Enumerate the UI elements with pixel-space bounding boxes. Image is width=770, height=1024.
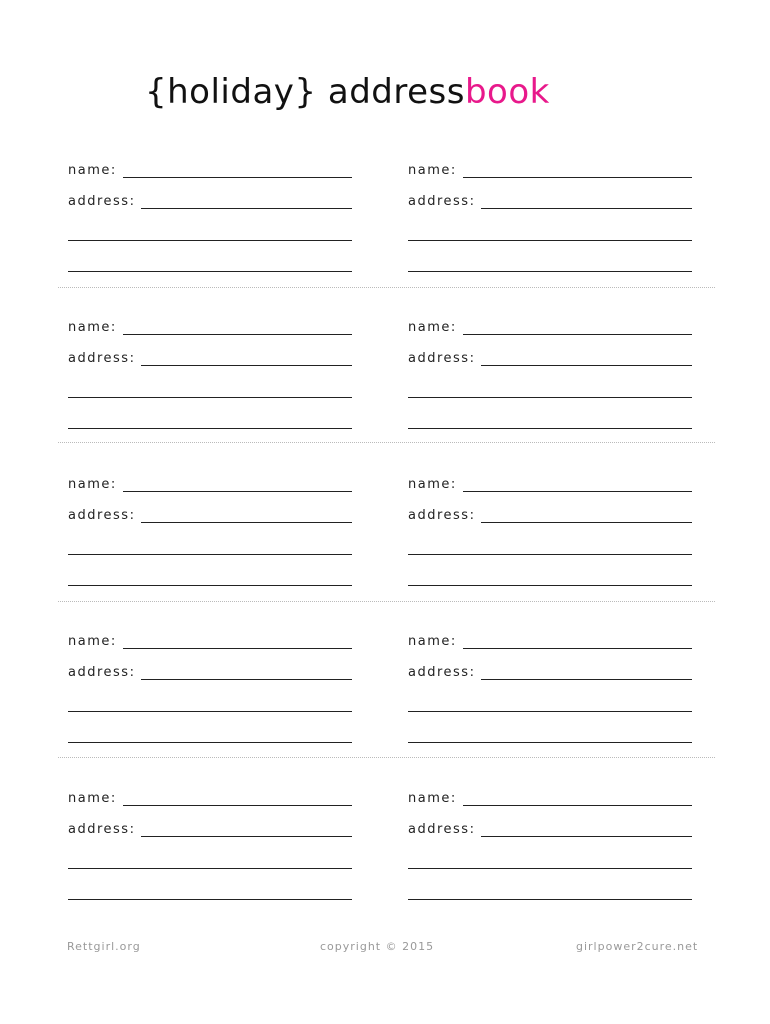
write-line[interactable] xyxy=(408,742,692,743)
name-label: name: xyxy=(408,163,457,178)
name-field[interactable] xyxy=(408,472,692,492)
title-prefix: {holiday} address xyxy=(145,72,465,112)
write-line[interactable] xyxy=(481,679,692,680)
section-divider xyxy=(58,442,715,443)
address-line-2[interactable] xyxy=(408,692,692,712)
address-line-2[interactable] xyxy=(68,378,352,398)
write-line[interactable] xyxy=(68,899,352,900)
write-line[interactable] xyxy=(408,397,692,398)
address-field[interactable] xyxy=(68,189,352,209)
name-field[interactable] xyxy=(408,629,692,649)
page-title xyxy=(145,72,550,112)
address-label: address: xyxy=(408,508,476,523)
write-line[interactable] xyxy=(141,365,352,366)
name-field[interactable] xyxy=(68,629,352,649)
address-entry xyxy=(58,158,352,288)
write-line[interactable] xyxy=(141,836,352,837)
write-line[interactable] xyxy=(123,648,352,649)
name-label: name: xyxy=(68,634,117,649)
write-line[interactable] xyxy=(408,428,692,429)
write-line[interactable] xyxy=(68,428,352,429)
write-line[interactable] xyxy=(68,585,352,586)
address-line-3[interactable] xyxy=(68,723,352,743)
name-label: name: xyxy=(408,477,457,492)
footer-left: Rettgirl.org xyxy=(67,940,141,953)
name-label: name: xyxy=(68,477,117,492)
address-label: address: xyxy=(408,822,476,837)
write-line[interactable] xyxy=(68,240,352,241)
address-line-2[interactable] xyxy=(408,535,692,555)
address-line-3[interactable] xyxy=(408,409,692,429)
write-line[interactable] xyxy=(68,271,352,272)
address-line-2[interactable] xyxy=(408,221,692,241)
name-field[interactable] xyxy=(68,472,352,492)
name-label: name: xyxy=(408,634,457,649)
section-divider xyxy=(58,757,715,758)
address-entry xyxy=(398,786,692,916)
address-entry xyxy=(58,472,352,602)
address-entry xyxy=(398,472,692,602)
name-label: name: xyxy=(68,163,117,178)
address-line-3[interactable] xyxy=(68,252,352,272)
write-line[interactable] xyxy=(463,805,692,806)
name-field[interactable] xyxy=(408,315,692,335)
address-entry xyxy=(58,315,352,445)
address-field[interactable] xyxy=(408,346,692,366)
address-label: address: xyxy=(68,665,136,680)
write-line[interactable] xyxy=(408,899,692,900)
section-divider xyxy=(58,601,715,602)
write-line[interactable] xyxy=(481,836,692,837)
write-line[interactable] xyxy=(481,365,692,366)
write-line[interactable] xyxy=(141,522,352,523)
address-entry xyxy=(398,315,692,445)
write-line[interactable] xyxy=(68,397,352,398)
write-line[interactable] xyxy=(463,491,692,492)
address-field[interactable] xyxy=(68,817,352,837)
address-line-2[interactable] xyxy=(68,221,352,241)
footer-right: girlpower2cure.net xyxy=(576,940,699,953)
address-field[interactable] xyxy=(68,660,352,680)
write-line[interactable] xyxy=(408,240,692,241)
write-line[interactable] xyxy=(408,554,692,555)
write-line[interactable] xyxy=(408,585,692,586)
write-line[interactable] xyxy=(123,334,352,335)
address-line-3[interactable] xyxy=(408,252,692,272)
address-field[interactable] xyxy=(408,660,692,680)
address-label: address: xyxy=(68,508,136,523)
address-label: address: xyxy=(68,194,136,209)
address-field[interactable] xyxy=(68,503,352,523)
address-label: address: xyxy=(68,822,136,837)
write-line[interactable] xyxy=(123,805,352,806)
write-line[interactable] xyxy=(481,522,692,523)
address-field[interactable] xyxy=(68,346,352,366)
write-line[interactable] xyxy=(141,679,352,680)
address-line-3[interactable] xyxy=(408,566,692,586)
write-line[interactable] xyxy=(463,177,692,178)
write-line[interactable] xyxy=(141,208,352,209)
address-label: address: xyxy=(68,351,136,366)
write-line[interactable] xyxy=(123,177,352,178)
address-line-2[interactable] xyxy=(408,849,692,869)
name-field[interactable] xyxy=(408,786,692,806)
write-line[interactable] xyxy=(463,648,692,649)
name-label: name: xyxy=(68,320,117,335)
write-line[interactable] xyxy=(481,208,692,209)
address-entry xyxy=(58,629,352,759)
title-accent: book xyxy=(464,72,550,112)
address-label: address: xyxy=(408,665,476,680)
write-line[interactable] xyxy=(123,491,352,492)
write-line[interactable] xyxy=(68,554,352,555)
write-line[interactable] xyxy=(408,868,692,869)
write-line[interactable] xyxy=(68,742,352,743)
address-line-2[interactable] xyxy=(68,535,352,555)
name-field[interactable] xyxy=(68,315,352,335)
address-entry xyxy=(58,786,352,916)
write-line[interactable] xyxy=(408,711,692,712)
address-line-2[interactable] xyxy=(68,692,352,712)
address-entry xyxy=(398,158,692,288)
footer-center: copyright © 2015 xyxy=(320,940,435,953)
address-label: address: xyxy=(408,351,476,366)
address-line-3[interactable] xyxy=(68,566,352,586)
address-label: address: xyxy=(408,194,476,209)
name-field[interactable] xyxy=(68,158,352,178)
write-line[interactable] xyxy=(68,868,352,869)
write-line[interactable] xyxy=(68,711,352,712)
address-line-2[interactable] xyxy=(68,849,352,869)
name-label: name: xyxy=(68,791,117,806)
name-label: name: xyxy=(408,791,457,806)
address-line-3[interactable] xyxy=(408,880,692,900)
write-line[interactable] xyxy=(463,334,692,335)
address-field[interactable] xyxy=(408,189,692,209)
address-entry xyxy=(398,629,692,759)
address-line-3[interactable] xyxy=(68,880,352,900)
address-field[interactable] xyxy=(408,503,692,523)
name-field[interactable] xyxy=(68,786,352,806)
name-label: name: xyxy=(408,320,457,335)
address-field[interactable] xyxy=(408,817,692,837)
address-line-3[interactable] xyxy=(408,723,692,743)
name-field[interactable] xyxy=(408,158,692,178)
section-divider xyxy=(58,287,715,288)
address-line-3[interactable] xyxy=(68,409,352,429)
write-line[interactable] xyxy=(408,271,692,272)
address-line-2[interactable] xyxy=(408,378,692,398)
